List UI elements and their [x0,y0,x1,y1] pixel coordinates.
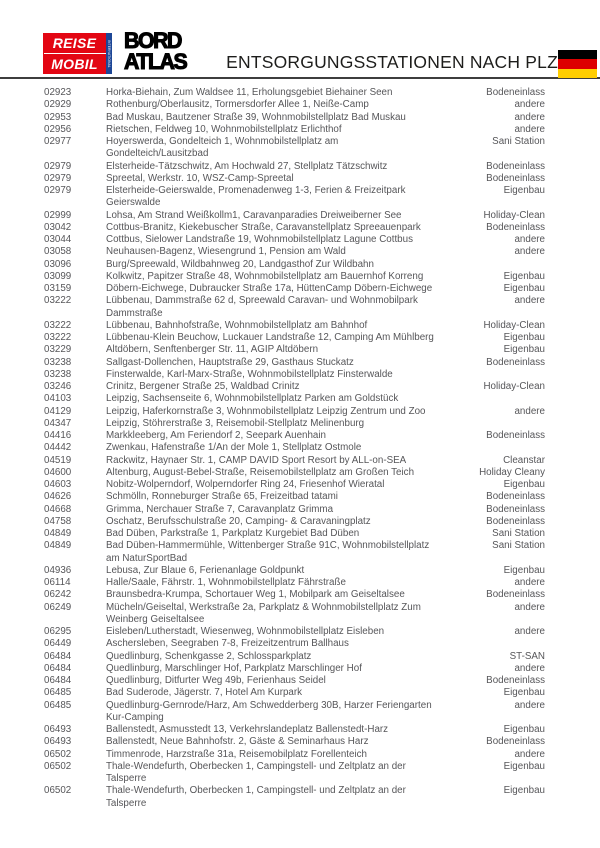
description-cell: Quedlinburg, Schenkgasse 2, Schlossparkplatz [106,650,312,662]
plz-cell: 04347 [44,417,72,429]
plz-cell: 03238 [44,368,72,380]
description-cell: Lübbenau, Dammstraße 62 d, Spreewald Caravan- und Wohnmobilpark Dammstraße [106,295,418,319]
plz-cell: 06114 [44,577,71,588]
flag-stripe-black [558,50,597,59]
description-cell: Aschersleben, Seegraben 7-8, Freizeitzentrum Ballhaus [106,638,349,650]
table-row [0,381,600,393]
plz-cell: 04936 [44,564,72,576]
plz-cell: 06242 [44,589,72,601]
reisemobil-logo-line2: MOBIL [43,54,112,74]
description-cell: Crinitz, Bergener Straße 25, Waldbad Crinitz [106,381,300,392]
table-row [0,344,600,356]
table-row [0,430,600,442]
description-cell: Quedlinburg-Gernrode/Harz, Am Schwedderberg 30B, Harzer Feriengarten Kur-Camping [106,699,432,723]
description-cell: Braunsbedra-Krumpa, Schortauer Weg 1, Mobilpark am Geiseltalsee [106,589,405,601]
type-cell: Bodeneinlass [486,87,545,98]
table-row [0,577,600,589]
table-row [0,675,600,687]
plz-cell: 04849 [44,528,72,539]
german-flag-icon [558,50,597,78]
plz-cell: 03246 [44,381,72,392]
table-row [0,540,600,565]
table-row [0,124,600,136]
flag-stripe-red [558,59,597,68]
bordatlas-logo [124,30,188,72]
description-cell: Burg/Spreewald, Wildbahnweg 20, Landgasthof Zur Wildbahn [106,258,374,270]
plz-cell: 03222 [44,295,72,307]
table-row [0,112,600,124]
plz-cell: 04129 [44,405,72,417]
table-row [0,173,600,185]
type-cell: Bodeneinlass [486,356,545,368]
table-row [0,663,600,675]
description-cell: Mücheln/Geiseltal, Werkstraße 2a, Parkplatz & Wohnmobilstellplatz Zum Weinberg Geiseltalsee [106,601,421,625]
description-cell: Altenburg, August-Bebel-Straße, Reisemobilstellplatz am Großen Teich [106,466,415,478]
type-cell: Bodeneinlass [486,172,545,184]
plz-cell: 06493 [44,736,72,748]
stations-table [0,79,600,810]
description-cell: Ballenstedt, Asmusstedt 13, Verkehrslandeplatz Ballenstedt-Harz [106,724,389,735]
description-cell: Thale-Wendefurth, Oberbecken 1, Campingstell- und Zeltplatz an der Talsperre [106,760,406,784]
type-cell: Eigenbau [503,283,545,294]
type-cell: Eigenbau [503,687,545,699]
type-cell: Eigenbau [503,185,545,196]
description-cell: Grimma, Nerchauer Straße 7, Caravanplatz Grimma [106,503,334,515]
table-row [0,357,600,369]
description-cell: Oschatz, Berufsschulstraße 20, Camping- & Caravaningplatz [106,515,371,527]
description-cell: Thale-Wendefurth, Oberbecken 1, Campingstell- und Zeltplatz an der Talsperre [106,785,406,809]
table-row [0,283,600,295]
description-cell: Halle/Saale, Fährstr. 1, Wohnmobilstellplatz Fährstraße [106,577,346,588]
table-row [0,785,600,810]
plz-cell: 06485 [44,699,72,711]
description-cell: Rietschen, Feldweg 10, Wohnmobilstellplatz Erlichthof [106,123,342,135]
description-cell: Altdöbern, Senftenberger Str. 11, AGIP Altdöbern [106,344,319,356]
plz-cell: 04519 [44,454,72,466]
description-cell: Bad Muskau, Bautzener Straße 39, Wohnmobilstellplatz Bad Muskau [106,111,406,123]
description-cell: Horka-Biehain, Zum Waldsee 11, Erholungsgebiet Biehainer Seen [106,87,393,98]
type-cell: andere [514,626,545,637]
table-row [0,295,600,320]
plz-cell: 06493 [44,724,72,735]
table-row [0,687,600,699]
plz-cell: 06249 [44,601,72,613]
plz-cell: 06484 [44,662,72,674]
plz-cell: 03058 [44,246,72,258]
plz-cell: 06484 [44,675,72,686]
page-header [0,0,600,79]
plz-cell: 06502 [44,760,72,772]
reisemobil-logo-line1: REISE [43,33,112,53]
table-row [0,479,600,491]
description-cell: Elsterheide-Geierswalde, Promenadenweg 1-3, Ferien & Freizeitpark Geierswalde [106,185,406,209]
table-row [0,393,600,405]
plz-cell: 03096 [44,258,72,270]
description-cell: Leipzig, Stöhrerstraße 3, Reisemobil-Stellplatz Melinenburg [106,417,365,429]
type-cell: Eigenbau [503,344,545,356]
table-row [0,87,600,99]
description-cell: Rothenburg/Oberlausitz, Tormersdorfer Allee 1, Neiße-Camp [106,99,369,111]
description-cell: Kolkwitz, Papitzer Straße 48, Wohnmobilstellplatz am Bauernhof Korreng [106,270,424,282]
type-cell: andere [514,246,545,258]
plz-cell: 02999 [44,209,72,221]
type-cell: ST-SAN [509,650,545,662]
type-cell: andere [514,699,545,711]
description-cell: Bad Suderode, Jägerstr. 7, Hotel Am Kurpark [106,687,303,699]
table-row [0,185,600,210]
plz-cell: 06502 [44,748,72,760]
description-cell: Leipzig, Sachsenseite 6, Wohnmobilstellplatz Parken am Goldstück [106,393,399,405]
table-row [0,210,600,222]
type-cell: Eigenbau [503,724,545,735]
type-cell: Bodeneinlass [486,736,545,748]
description-cell: Sallgast-Dollenchen, Hauptstraße 29, Gasthaus Stuckatz [106,356,354,368]
type-cell: Eigenbau [503,760,545,772]
type-cell: Bodeneinlass [486,589,545,601]
type-cell: andere [514,577,545,588]
page-title: ENTSORGUNGSSTATIONEN NACH PLZ [226,52,558,72]
plz-cell: 06502 [44,785,72,797]
bordatlas-logo-line2: ATLAS [124,49,187,74]
description-cell: Leipzig, Haferkornstraße 3, Wohnmobilstellplatz Leipzig Zentrum und Zoo [106,405,426,417]
table-row [0,222,600,234]
description-cell: Lebusa, Zur Blaue 6, Ferienanlage Goldpunkt [106,564,305,576]
type-cell: Eigenbau [503,332,545,343]
type-cell: Bodeneinlass [486,160,545,172]
description-cell: Eisleben/Lutherstadt, Wiesenweg, Wohnmobilstellplatz Eisleben [106,626,385,637]
table-row [0,99,600,111]
type-cell: andere [514,405,545,417]
type-cell: andere [514,99,545,111]
table-row [0,332,600,344]
table-row [0,246,600,258]
description-cell: Cottbus, Sielower Landstraße 19, Wohnmobilstellplatz Lagune Cottbus [106,234,413,245]
plz-cell: 02953 [44,111,72,123]
description-cell: Finsterwalde, Karl-Marx-Straße, Wohnmobilstellplatz Finsterwalde [106,368,393,380]
description-cell: Quedlinburg, Marschlinger Hof, Parkplatz Marschlinger Hof [106,662,362,674]
plz-cell: 04416 [44,430,72,441]
bordatlas-logo-line1: BORD [124,28,182,53]
description-cell: Ballenstedt, Neue Bahnhofstr. 2, Gäste & Seminarhaus Harz [106,736,369,748]
plz-cell: 02956 [44,123,72,135]
plz-cell: 04442 [44,442,72,454]
table-row [0,589,600,601]
table-row [0,602,600,627]
plz-cell: 02979 [44,172,72,184]
table-row [0,320,600,332]
type-cell: andere [514,662,545,674]
description-cell: Quedlinburg, Ditfurter Weg 49b, Ferienhaus Seidel [106,675,326,686]
table-row [0,736,600,748]
table-row [0,504,600,516]
flag-stripe-gold [558,69,597,78]
table-row [0,369,600,381]
type-cell: Holiday-Clean [483,381,545,392]
table-row [0,724,600,736]
type-cell: Sani Station [492,136,545,147]
type-cell: andere [514,234,545,245]
plz-cell: 03099 [44,270,72,282]
type-cell: Sani Station [492,528,545,539]
type-cell: Bodeneinlass [486,675,545,686]
type-cell: andere [514,601,545,613]
type-cell: Bodeneinlass [486,491,545,503]
reisemobil-international-strip: INTERNATIONAL [106,33,112,74]
type-cell: Holiday-Clean [483,319,545,331]
table-row [0,651,600,663]
description-cell: Lohsa, Am Strand Weißkollm1, Caravanparadies Dreiweiberner See [106,209,402,221]
plz-cell: 03044 [44,234,72,245]
plz-cell: 06295 [44,626,72,637]
table-row [0,528,600,540]
type-cell: andere [514,123,545,135]
description-cell: Lübbenau, Bahnhofstraße, Wohnmobilstellplatz am Bahnhof [106,319,368,331]
plz-cell: 02979 [44,160,72,172]
plz-cell: 02979 [44,185,72,196]
description-cell: Zwenkau, Hafenstraße 1/An der Mole 1, Stellplatz Ostmole [106,442,362,454]
table-row [0,418,600,430]
table-row [0,761,600,786]
type-cell: Bodeneinlass [486,503,545,515]
plz-cell: 06449 [44,638,72,650]
type-cell: andere [514,111,545,123]
table-row [0,406,600,418]
plz-cell: 04668 [44,503,72,515]
description-cell: Neuhausen-Bagenz, Wiesengrund 1, Pension am Wald [106,246,346,258]
table-row [0,136,600,161]
plz-cell: 03042 [44,221,72,233]
type-cell: Cleanstar [503,454,545,466]
type-cell: Eigenbau [503,479,545,490]
table-row [0,467,600,479]
type-cell: andere [514,295,545,307]
plz-cell: 03229 [44,344,72,356]
plz-cell: 04758 [44,515,72,527]
type-cell: Bodeneinlass [486,430,545,441]
description-cell: Markkleeberg, Am Feriendorf 2, Seepark Auenhain [106,430,327,441]
type-cell: andere [514,748,545,760]
description-cell: Rackwitz, Haynaer Str. 1, CAMP DAVID Sport Resort by ALL-on-SEA [106,454,407,466]
description-cell: Cottbus-Branitz, Kiekebuscher Straße, Caravanstellplatz Spreeauenpark [106,221,421,233]
table-row [0,259,600,271]
plz-cell: 04626 [44,491,72,503]
table-row [0,516,600,528]
description-cell: Döbern-Eichwege, Dubraucker Straße 17a, HüttenCamp Döbern-Eichwege [106,283,433,294]
plz-cell: 04103 [44,393,72,405]
plz-cell: 03222 [44,332,72,343]
type-cell: Holiday Cleany [479,466,545,478]
reisemobil-logo [43,33,112,74]
plz-cell: 04603 [44,479,72,490]
description-cell: Lübbenau-Klein Beuchow, Luckauer Landstraße 12, Camping Am Mühlberg [106,332,434,343]
table-row [0,749,600,761]
plz-cell: 03238 [44,356,72,368]
type-cell: Bodeneinlass [486,221,545,233]
table-row [0,455,600,467]
description-cell: Bad Düben, Parkstraße 1, Parkplatz Kurgebiet Bad Düben [106,528,360,539]
plz-cell: 06485 [44,687,72,699]
table-row [0,442,600,454]
type-cell: Eigenbau [503,270,545,282]
plz-cell: 06484 [44,650,72,662]
type-cell: Holiday-Clean [483,209,545,221]
type-cell: Eigenbau [503,785,545,797]
table-row [0,638,600,650]
type-cell: Bodeneinlass [486,515,545,527]
plz-cell: 02977 [44,136,72,147]
description-cell: Timmenrode, Harzstraße 31a, Reisemobilplatz Forellenteich [106,748,367,760]
plz-cell: 02929 [44,99,72,111]
plz-cell: 03159 [44,283,72,294]
description-cell: Elsterheide-Tätzschwitz, Am Hochwald 27, Stellplatz Tätzschwitz [106,160,388,172]
plz-cell: 04849 [44,540,72,552]
table-row [0,626,600,638]
type-cell: Sani Station [492,540,545,552]
table-row [0,565,600,577]
plz-cell: 02923 [44,87,72,98]
plz-cell: 03222 [44,319,72,331]
description-cell: Nobitz-Wolperndorf, Wolperndorfer Ring 24, Friesenhof Wieratal [106,479,385,490]
description-cell: Schmölln, Ronneburger Straße 65, Freizeitbad tatami [106,491,338,503]
table-row [0,161,600,173]
type-cell: Eigenbau [503,564,545,576]
description-cell: Bad Düben-Hammermühle, Wittenberger Straße 91C, Wohnmobilstellplatz am NaturSportBad [106,540,430,564]
table-row [0,234,600,246]
description-cell: Hoyerswerda, Gondelteich 1, Wohnmobilstellplatz am Gondelteich/Lausitzbad [106,136,339,160]
plz-cell: 04600 [44,466,72,478]
table-row [0,491,600,503]
table-row [0,700,600,725]
table-row [0,271,600,283]
description-cell: Spreetal, Werkstr. 10, WSZ-Camp-Spreetal [106,172,294,184]
